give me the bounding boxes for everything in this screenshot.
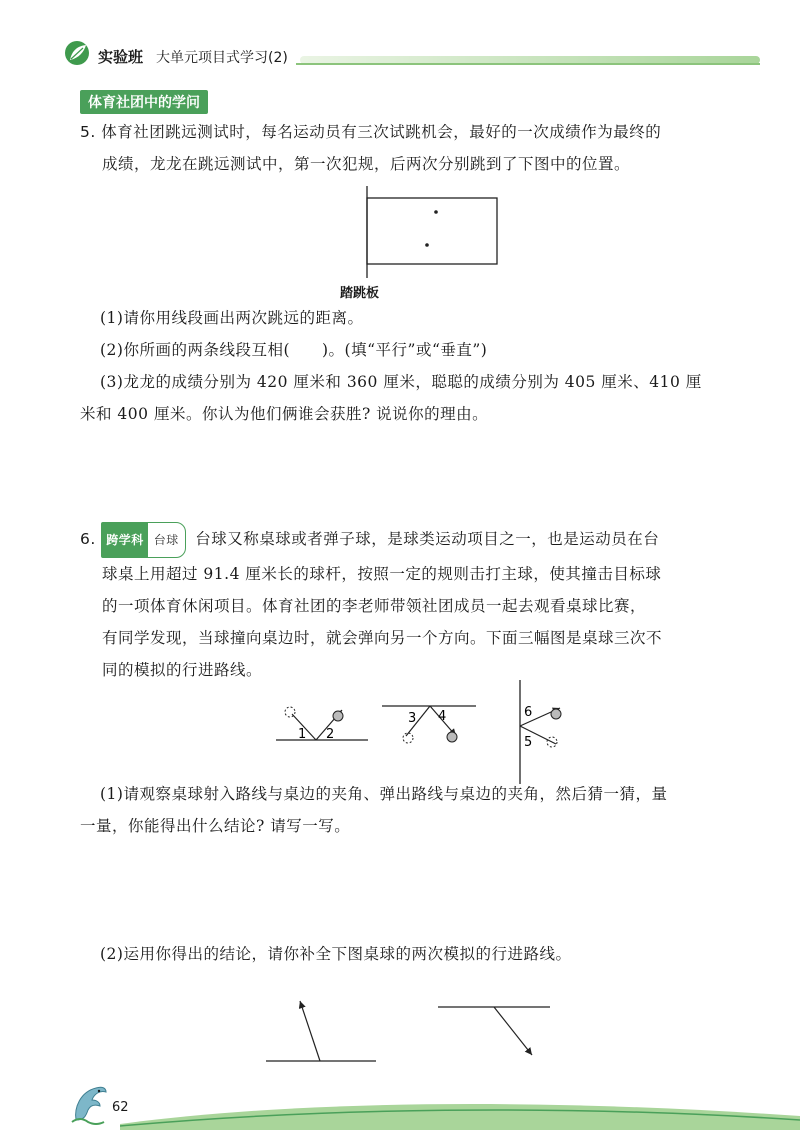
angle-label: 4 [438, 709, 447, 724]
page-number: 62 [112, 1100, 129, 1115]
q6-text-line1: 台球又称桌球或者弹子球，是球类运动项目之一，也是运动员在台 [195, 530, 660, 548]
path-diagram-1 [266, 1001, 376, 1061]
q6-sub1-line2: 一量，你能得出什么结论? 请写一写。 [80, 817, 351, 835]
q6-text-line5: 同的模拟的行进路线。 [102, 661, 263, 679]
footer-wave [120, 1090, 800, 1130]
section-tag: 体育社团中的学问 [80, 90, 208, 114]
q5-text-line2: 成绩，龙龙在跳远测试中，第一次犯规，后两次分别跳到了下图中的位置。 [102, 155, 631, 173]
leaf-icon [64, 40, 92, 66]
bounce-diagram-2 [382, 706, 476, 743]
angle-label: 6 [524, 705, 533, 720]
q6-text-line4: 有同学发现，当球撞向桌边时，就会弹向另一个方向。下面三幅图是桌球三次不 [102, 629, 663, 647]
incomplete-path-diagrams [260, 995, 560, 1070]
angle-label: 3 [408, 711, 417, 726]
q6-text-line2: 球桌上用超过 91.4 厘米长的球杆，按照一定的规则击打主球，使其撞击目标球 [102, 565, 662, 583]
bounce-diagram-1 [276, 707, 368, 742]
question-number: 6. [80, 530, 96, 548]
sand-pit [367, 198, 497, 264]
series-name: 实验班 [98, 48, 144, 66]
header-rule [296, 63, 760, 65]
q6-sub2: (2)运用你得出的结论，请你补全下图桌球的两次模拟的行进路线。 [100, 945, 572, 963]
dolphin-icon [66, 1080, 112, 1126]
q5-sub3-line2: 米和 400 厘米。你认为他们俩谁会获胜? 说说你的理由。 [80, 405, 489, 423]
page-title: 大单元项目式学习(2) [156, 50, 288, 66]
q5-sub3-line1: (3)龙龙的成绩分别为 420 厘米和 360 厘米，聪聪的成绩分别为 405 厘米、410 厘 [100, 373, 702, 391]
question-number: 5. [80, 123, 96, 141]
q6-sub1 [80, 778, 760, 842]
question-5 [80, 116, 760, 180]
path-diagram-2 [438, 1007, 550, 1055]
landing-point [434, 210, 438, 214]
angle-label: 5 [524, 735, 533, 750]
badge-subject: 跨学科 [102, 523, 148, 557]
badge-topic: 台球 [153, 533, 179, 547]
q5-sub2: (2)你所画的两条线段互相( )。(填“平行”或“垂直”) [100, 341, 488, 359]
bounce-diagram-3 [520, 680, 561, 784]
q6-sub1-line1: (1)请观察桌球射入路线与桌边的夹角、弹出路线与桌边的夹角，然后猜一猜，量 [100, 785, 668, 803]
q5-sub1: (1)请你用线段画出两次跳远的距离。 [100, 309, 364, 327]
q5-subquestions [80, 302, 760, 430]
subject-badge [101, 522, 186, 558]
angle-label: 2 [326, 727, 335, 742]
question-6 [80, 522, 760, 686]
q6-text-line3: 的一项体育休闲项目。体育社团的李老师带领社团成员一起去观看桌球比赛， [102, 597, 647, 615]
sand-pit-diagram [340, 186, 520, 286]
q5-text-line1: 体育社团跳远测试时，每名运动员有三次试跳机会，最好的一次成绩作为最终的 [101, 123, 662, 141]
angle-label: 1 [298, 727, 307, 742]
board-label: 踏跳板 [340, 286, 380, 301]
landing-point [425, 243, 429, 247]
bounce-diagrams [270, 680, 590, 790]
